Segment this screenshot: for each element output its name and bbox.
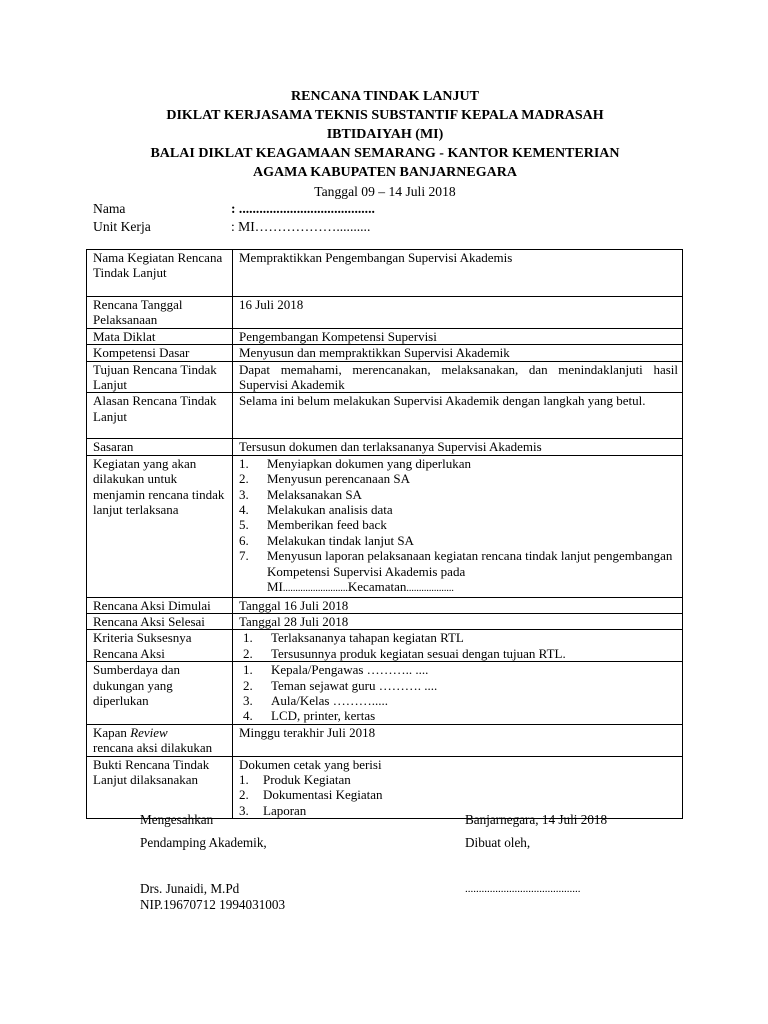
row-value: Tanggal 16 Juli 2018 <box>233 597 683 613</box>
row-kompetensi-dasar <box>87 345 683 361</box>
row-mata-diklat <box>87 328 683 344</box>
list-item: 4. LCD, printer, kertas <box>243 708 376 724</box>
doc-subtitle-line2: IBTIDAIYAH (MI) <box>326 127 444 142</box>
row-value: Dapat memahami, merencanakan, melaksanakan, dan menindaklanjuti hasil Supervisi Akademik <box>233 361 683 393</box>
row-label: Sumberdaya dan dukungan yang diperlukan <box>87 662 233 725</box>
row-bukti <box>87 756 683 819</box>
list-item: 7. Menyusun laporan pelaksanaan kegiatan rencana tindak lanjut pengembangan Kompetensi Supervisi Akademis pada MI..........................Kecamatan................... <box>239 548 673 595</box>
row-label: Kegiatan yang akan dilakukan untuk menjamin rencana tindak lanjut terlaksana <box>87 455 233 597</box>
doc-title: RENCANA TINDAK LANJUT <box>291 89 479 104</box>
row-label: Rencana Aksi Dimulai <box>87 597 233 613</box>
row-label: Nama Kegiatan Rencana Tindak Lanjut <box>87 250 233 297</box>
row-label: Sasaran <box>87 439 233 455</box>
row-sumberdaya <box>87 662 683 725</box>
row-value: Pengembangan Kompetensi Supervisi <box>233 328 683 344</box>
doc-subtitle-line3: BALAI DIKLAT KEAGAMAAN SEMARANG - KANTOR KEMENTERIAN <box>150 146 620 161</box>
doc-subtitle-line4: AGAMA KABUPATEN BANJARNEGARA <box>253 165 517 180</box>
sign-left-role: Pendamping Akademik, <box>140 835 267 850</box>
sign-left-title: Mengesahkan <box>140 812 214 827</box>
row-value <box>233 455 683 597</box>
row-kapan-review <box>87 724 683 756</box>
row-value: Tanggal 28 Juli 2018 <box>233 613 683 629</box>
unit-kerja-field: : MI……………….......... <box>231 219 371 234</box>
unit-kerja-label: Unit Kerja <box>93 219 151 234</box>
sign-right-role: Dibuat oleh, <box>465 835 531 850</box>
row-value: Mempraktikkan Pengembangan Supervisi Akademis <box>233 250 683 297</box>
sumberdaya-list <box>239 662 678 724</box>
row-label: Rencana Tanggal Pelaksanaan <box>87 297 233 329</box>
unit-kerja-line <box>93 217 693 236</box>
list-item: 1. Terlaksananya tahapan kegiatan RTL <box>243 630 464 646</box>
list-item: 3. Aula/Kelas ………..... <box>243 692 388 708</box>
row-label: Mata Diklat <box>87 328 233 344</box>
row-sasaran <box>87 439 683 455</box>
row-tujuan <box>87 361 683 393</box>
list-item: 4. Melakukan analisis data <box>239 502 393 518</box>
sign-left-name: Drs. Junaidi, M.Pd <box>140 881 240 896</box>
nama-field: : ........................................ <box>231 201 375 216</box>
row-aksi-mulai <box>87 597 683 613</box>
row-label: Kompetensi Dasar <box>87 345 233 361</box>
rtl-table <box>86 249 683 819</box>
row-label: Tujuan Rencana Tindak Lanjut <box>87 361 233 393</box>
row-label: Alasan Rencana Tindak Lanjut <box>87 393 233 439</box>
row-kegiatan <box>87 455 683 597</box>
sign-right-place-date: Banjarnegara, 14 Juli 2018 <box>465 812 608 827</box>
row-value: Minggu terakhir Juli 2018 <box>233 724 683 756</box>
list-item: 1. Produk Kegiatan <box>239 771 351 787</box>
row-value: Selama ini belum melakukan Supervisi Akademik dengan langkah yang betul. <box>233 393 683 439</box>
row-value: Menyusun dan mempraktikkan Supervisi Akademik <box>233 345 683 361</box>
sign-right-name-blank: .......................................... <box>465 883 581 895</box>
list-item: 1. Kepala/Pengawas ……….. .... <box>243 662 429 678</box>
list-item: 2. Tersusunnya produk kegiatan sesuai dengan tujuan RTL. <box>243 645 566 661</box>
row-kriteria <box>87 630 683 662</box>
row-value: 16 Juli 2018 <box>233 297 683 329</box>
bukti-list <box>239 772 678 818</box>
row-rencana-tanggal <box>87 297 683 329</box>
sign-left-nip: NIP.19670712 1994031003 <box>140 897 286 912</box>
list-item: 2. Dokumentasi Kegiatan <box>239 787 383 803</box>
list-item: 6. Melakukan tindak lanjut SA <box>239 532 414 548</box>
row-value <box>233 630 683 662</box>
list-item: 2. Teman sejawat guru ………. .... <box>243 677 438 693</box>
doc-date: Tanggal 09 – 14 Juli 2018 <box>314 184 456 199</box>
list-item: 2. Menyusun perencanaan SA <box>239 471 410 487</box>
row-value: Dokumen cetak yang berisi 1. Produk Kegiatan 2. Dokumentasi Kegiatan 3. Laporan <box>233 756 683 819</box>
row-label: Rencana Aksi Selesai <box>87 613 233 629</box>
row-label: Bukti Rencana Tindak Lanjut dilaksanakan <box>87 756 233 819</box>
row-alasan <box>87 393 683 439</box>
nama-line <box>93 199 693 218</box>
list-item: 1. Menyiapkan dokumen yang diperlukan <box>239 455 471 471</box>
row-label: Kapan Review rencana aksi dilakukan <box>87 724 233 756</box>
kegiatan-list <box>239 456 678 597</box>
nama-label: Nama <box>93 201 126 216</box>
row-nama-kegiatan <box>87 250 683 297</box>
list-item: 3. Melaksanakan SA <box>239 486 362 502</box>
document-header <box>100 87 670 201</box>
row-aksi-selesai <box>87 613 683 629</box>
list-item: 5. Memberikan feed back <box>239 517 387 533</box>
list-item: 3. Laporan <box>239 802 307 818</box>
kriteria-list <box>239 630 678 661</box>
doc-subtitle-line1: DIKLAT KERJASAMA TEKNIS SUBSTANTIF KEPALA MADRASAH <box>166 108 604 123</box>
row-label: Kriteria Suksesnya Rencana Aksi <box>87 630 233 662</box>
row-value: Tersusun dokumen dan terlaksananya Supervisi Akademis <box>233 439 683 455</box>
row-value <box>233 662 683 725</box>
